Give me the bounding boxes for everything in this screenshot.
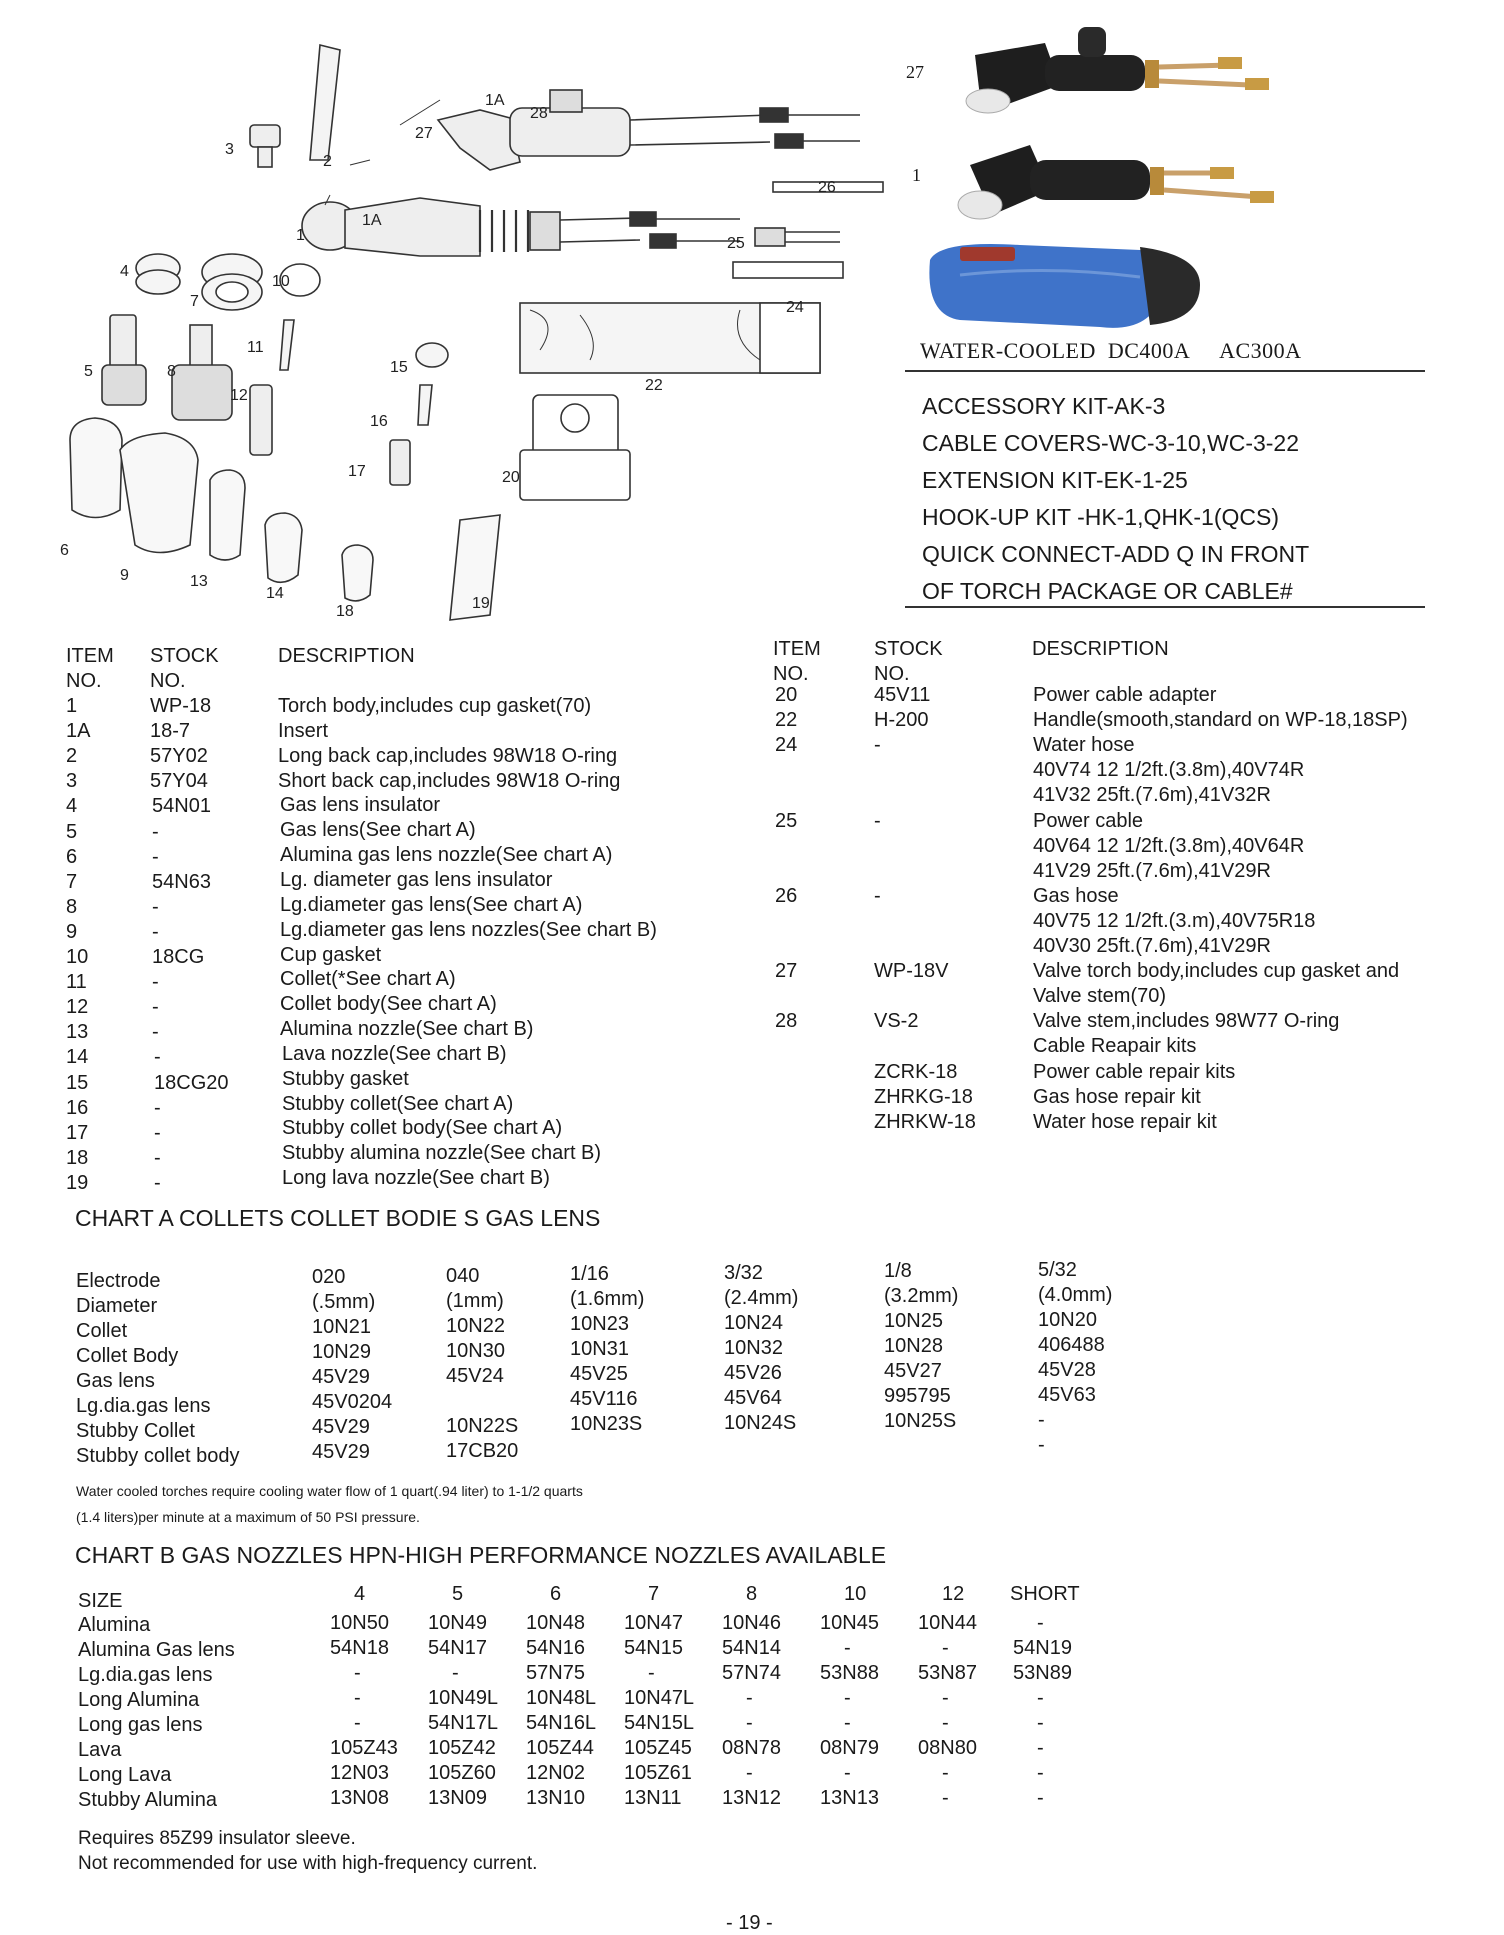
chart-b-cell: 54N14 — [722, 1637, 781, 1659]
diagram-callout: 11 — [247, 339, 264, 356]
chart-b-size: 5 — [452, 1583, 464, 1605]
chart-a-cell: 45V27 — [884, 1360, 942, 1382]
stock-number: - — [874, 809, 881, 832]
chart-a-cell: (3.2mm) — [884, 1285, 959, 1307]
part-description: 40V64 12 1/2ft.(3.8m),40V64R — [1033, 834, 1305, 857]
chart-b-cell: - — [746, 1762, 753, 1784]
part-description: Insert — [278, 719, 329, 742]
photo-callout: 27 — [906, 62, 924, 82]
chart-b-cell: 105Z45 — [624, 1737, 692, 1759]
stock-number: 18CG — [152, 946, 205, 968]
chart-b-cell: 54N17L — [428, 1712, 499, 1734]
column-header: NO. — [874, 663, 910, 685]
column-header: DESCRIPTION — [278, 645, 415, 667]
divider — [905, 370, 1425, 372]
chart-a-cell: (.5mm) — [312, 1291, 376, 1313]
item-number: 20 — [775, 684, 798, 706]
chart-b-cell: - — [1037, 1612, 1044, 1634]
part-description: Long lava nozzle(See chart B) — [282, 1167, 550, 1190]
chart-a-cell: 995795 — [884, 1385, 951, 1407]
part-description: Short back cap,includes 98W18 O-ring — [278, 769, 621, 792]
item-number: 12 — [66, 996, 89, 1019]
chart-b-cell: 08N80 — [918, 1737, 977, 1759]
part-description: Lg.diameter gas lens(See chart A) — [280, 893, 583, 916]
chart-b-size: 12 — [942, 1583, 965, 1605]
stock-number: H-200 — [874, 709, 929, 732]
item-number: 25 — [775, 809, 798, 832]
item-number: 16 — [66, 1096, 89, 1119]
chart-b-cell: 10N44 — [918, 1612, 977, 1634]
item-number: 19 — [66, 1171, 89, 1194]
chart-b-cell: 13N13 — [820, 1787, 879, 1809]
column-header: ITEM — [773, 638, 821, 660]
chart-b-size: 7 — [648, 1583, 660, 1605]
part-description: Valve stem(70) — [1033, 985, 1167, 1008]
stock-number: - — [152, 920, 159, 943]
chart-a-row-label: Collet — [76, 1320, 128, 1342]
chart-b-row-label: Long Lava — [78, 1764, 172, 1786]
stock-number: ZCRK-18 — [874, 1060, 958, 1083]
dc-rating: DC400A — [1107, 338, 1191, 363]
diagram-callout: 7 — [190, 293, 199, 310]
stock-number: - — [152, 1021, 159, 1044]
diagram-callout: 4 — [120, 263, 129, 280]
size-label: SIZE — [78, 1590, 123, 1612]
diagram-callout: 26 — [818, 179, 836, 196]
chart-a-row-label: Gas lens — [76, 1370, 155, 1392]
chart-b-row-label: Alumina Gas lens — [78, 1639, 235, 1661]
diagram-callout: 8 — [167, 363, 176, 380]
chart-b-cell: 08N79 — [820, 1737, 879, 1759]
chart-b-size: 8 — [746, 1583, 758, 1605]
chart-a-cell: 10N30 — [446, 1339, 505, 1362]
stock-number: - — [154, 1146, 161, 1169]
chart-b-cell: - — [844, 1762, 851, 1784]
diagram-callout: 19 — [472, 595, 490, 612]
chart-a-cell: 3/32 — [724, 1261, 763, 1284]
item-number: 11 — [66, 971, 87, 994]
diagram-callout: 12 — [230, 387, 248, 404]
chart-a-row-label: Stubby Collet — [76, 1420, 195, 1442]
chart-b-cell: - — [844, 1712, 851, 1734]
item-number: 14 — [66, 1046, 89, 1069]
part-description: 40V30 25ft.(7.6m),41V29R — [1033, 935, 1271, 957]
cooling-note: Water cooled torches require cooling water flow of 1 quart(.94 liter) to 1-1/2 quarts — [76, 1483, 583, 1499]
chart-b-size: 6 — [550, 1583, 562, 1605]
chart-a-cell: 10N25S — [884, 1410, 957, 1432]
part-description: 40V75 12 1/2ft.(3.m),40V75R18 — [1033, 909, 1316, 932]
chart-b-cell: 12N02 — [526, 1762, 585, 1784]
chart-b-cell: 10N47 — [624, 1612, 683, 1634]
page-number: - 19 - — [726, 1912, 773, 1934]
chart-b-row-label: Long Alumina — [78, 1689, 200, 1711]
chart-b-cell: 57N75 — [526, 1662, 585, 1684]
item-number: 4 — [66, 795, 78, 818]
chart-b-cell: 12N03 — [330, 1762, 389, 1784]
item-number: 15 — [66, 1071, 89, 1094]
column-header: NO. — [150, 670, 186, 692]
stock-number: 18CG20 — [154, 1071, 229, 1094]
chart-b-cell: - — [844, 1637, 851, 1659]
part-description: Stubby alumina nozzle(See chart B) — [282, 1142, 602, 1165]
divider — [905, 606, 1425, 608]
chart-b-cell: - — [942, 1787, 949, 1809]
column-header: STOCK — [874, 638, 943, 660]
chart-a-title: CHART A COLLETS COLLET BODIE S GAS LENS — [75, 1205, 601, 1231]
chart-b-cell: 10N46 — [722, 1612, 781, 1634]
item-number: 24 — [775, 734, 798, 757]
chart-a-cell: 10N32 — [724, 1336, 783, 1359]
stock-number: 18-7 — [150, 720, 191, 743]
diagram-callout: 1A — [362, 212, 382, 229]
chart-b-size: SHORT — [1010, 1583, 1080, 1605]
part-description: Lg.diameter gas lens nozzles(See chart B) — [280, 918, 657, 941]
kit-line: HOOK-UP KIT -HK-1,QHK-1(QCS) — [922, 504, 1279, 530]
chart-b-cell: - — [942, 1637, 949, 1659]
item-number: 6 — [66, 845, 78, 868]
kit-line: QUICK CONNECT-ADD Q IN FRONT — [922, 541, 1310, 567]
chart-b-cell: - — [1037, 1762, 1044, 1784]
chart-b-row-label: Lava — [78, 1739, 122, 1761]
chart-b-cell: 54N15 — [624, 1637, 683, 1659]
chart-b-cell: 10N47L — [624, 1687, 695, 1709]
part-description: Stubby gasket — [282, 1067, 409, 1090]
chart-b-cell: 10N50 — [330, 1612, 389, 1634]
chart-b-cell: 105Z42 — [428, 1737, 496, 1759]
chart-b-cell: 54N15L — [624, 1712, 695, 1734]
part-description: Gas lens(See chart A) — [280, 819, 476, 842]
part-description: 41V32 25ft.(7.6m),41V32R — [1033, 784, 1271, 807]
item-number: 1 — [66, 695, 78, 717]
chart-a-cell: 45V28 — [1038, 1358, 1096, 1381]
chart-b-cell: - — [942, 1762, 949, 1784]
stock-number: 45V11 — [874, 684, 931, 706]
chart-a-cell: 10N24S — [724, 1411, 797, 1434]
part-description: Water hose repair kit — [1033, 1110, 1217, 1133]
photo-callout: 1 — [912, 165, 921, 185]
diagram-callout: 18 — [336, 603, 354, 620]
item-number: 18 — [66, 1146, 89, 1169]
chart-b-size: 4 — [354, 1583, 366, 1605]
part-description: Handle(smooth,standard on WP-18,18SP) — [1033, 709, 1408, 732]
stock-number: - — [874, 884, 881, 907]
chart-a-row-label: Diameter — [76, 1295, 158, 1317]
item-number: 8 — [66, 895, 78, 918]
stock-number: VS-2 — [874, 1010, 919, 1033]
column-header: NO. — [773, 663, 809, 685]
diagram-callout: 25 — [727, 235, 745, 252]
part-description: Valve torch body,includes cup gasket and — [1033, 960, 1400, 983]
chart-b-cell: 53N89 — [1013, 1662, 1072, 1684]
chart-a-cell: 10N31 — [570, 1338, 629, 1360]
item-number: 22 — [775, 709, 798, 732]
part-description: Gas lens insulator — [280, 794, 441, 817]
chart-a-cell: 020 — [312, 1266, 346, 1288]
stock-number: WP-18 — [150, 695, 212, 717]
chart-a-cell: 45V63 — [1038, 1383, 1096, 1406]
chart-a-cell: 10N21 — [312, 1316, 371, 1338]
chart-b-cell: - — [746, 1712, 753, 1734]
chart-b-cell: - — [1037, 1787, 1044, 1809]
chart-b-cell: 53N87 — [918, 1662, 977, 1684]
footnote: Not recommended for use with high-frequency current. — [78, 1853, 538, 1874]
stock-number: - — [152, 845, 159, 868]
chart-a-cell: 45V26 — [724, 1361, 782, 1384]
diagram-callout: 13 — [190, 573, 208, 590]
chart-a-cell: 45V29 — [312, 1441, 370, 1463]
chart-b-cell: 57N74 — [722, 1662, 781, 1684]
chart-b-cell: - — [354, 1662, 361, 1684]
stock-number: - — [152, 895, 159, 918]
chart-b-title: CHART B GAS NOZZLES HPN-HIGH PERFORMANCE NOZZLES AVAILABLE — [75, 1542, 887, 1568]
chart-a-cell: 45V24 — [446, 1364, 504, 1387]
cooling-note: (1.4 liters)per minute at a maximum of 50 PSI pressure. — [76, 1509, 420, 1525]
stock-number: - — [154, 1096, 161, 1119]
chart-a-cell: 10N28 — [884, 1335, 943, 1357]
stock-number: ZHRKG-18 — [874, 1085, 973, 1108]
part-description: Gas hose — [1033, 884, 1119, 907]
diagram-callout: 22 — [645, 377, 663, 394]
item-number: 9 — [66, 920, 78, 943]
chart-a-cell: 45V29 — [312, 1416, 370, 1438]
column-header: DESCRIPTION — [1032, 638, 1169, 660]
part-description: Collet body(See chart A) — [280, 993, 497, 1016]
torch-photos — [900, 15, 1460, 355]
chart-a-cell: 040 — [446, 1264, 480, 1287]
part-description: Alumina nozzle(See chart B) — [280, 1018, 534, 1041]
diagram-callout: 10 — [272, 273, 290, 290]
stock-number: - — [154, 1046, 161, 1069]
chart-a-cell: 10N22S — [446, 1414, 519, 1437]
chart-b-cell: 13N11 — [624, 1787, 682, 1809]
chart-b-cell: 54N19 — [1013, 1637, 1072, 1659]
chart-b-cell: 08N78 — [722, 1737, 781, 1759]
chart-b-cell: 13N12 — [722, 1787, 781, 1809]
chart-a-cell: - — [1038, 1433, 1045, 1456]
column-header: ITEM — [66, 645, 114, 667]
chart-a-cell: 10N22 — [446, 1314, 505, 1337]
chart-b-cell: 54N18 — [330, 1637, 389, 1659]
stock-number: 54N63 — [152, 870, 211, 893]
item-number: 2 — [66, 745, 78, 768]
chart-a-cell: 45V116 — [570, 1388, 638, 1410]
diagram-callout: 28 — [530, 105, 548, 122]
chart-b-cell: - — [354, 1687, 361, 1709]
diagram-callout: 15 — [390, 359, 408, 376]
chart-b-cell: 10N49L — [428, 1687, 499, 1709]
chart-a-cell: 45V64 — [724, 1386, 782, 1409]
water-cooled-title — [920, 338, 1302, 364]
chart-a-cell: 45V25 — [570, 1363, 628, 1385]
chart-b-cell: 105Z44 — [526, 1737, 594, 1759]
chart-a-cell: 10N23 — [570, 1313, 629, 1335]
part-description: Cup gasket — [280, 943, 382, 966]
diagram-callout: 6 — [60, 542, 69, 559]
chart-b-cell: 10N49 — [428, 1612, 487, 1634]
chart-a-cell: (1.6mm) — [570, 1288, 645, 1310]
part-description: Power cable repair kits — [1033, 1060, 1236, 1083]
part-description: Lg. diameter gas lens insulator — [280, 868, 553, 891]
chart-b-cell: - — [1037, 1712, 1044, 1734]
stock-number: WP-18V — [874, 960, 949, 983]
stock-number: 57Y02 — [150, 745, 208, 768]
chart-a-cell: (1mm) — [446, 1289, 504, 1312]
stock-number: 54N01 — [152, 795, 211, 818]
chart-b-cell: - — [942, 1712, 949, 1734]
diagram-callout: 1 — [296, 227, 305, 244]
item-number: 27 — [775, 960, 798, 983]
diagram-callout: 3 — [225, 141, 234, 158]
stock-number: - — [154, 1121, 161, 1144]
diagram-callout: 27 — [415, 125, 433, 142]
chart-a-cell: 10N20 — [1038, 1308, 1097, 1331]
stock-number: - — [152, 996, 159, 1019]
chart-b-cell: 54N16L — [526, 1712, 597, 1734]
stock-number: - — [874, 734, 881, 757]
chart-b-cell: - — [1037, 1687, 1044, 1709]
item-number: 26 — [775, 884, 798, 907]
chart-b-row-label: Long gas lens — [78, 1714, 203, 1736]
part-description: Power cable adapter — [1033, 684, 1217, 706]
chart-b-cell: 10N45 — [820, 1612, 879, 1634]
diagram-callout: 2 — [323, 153, 332, 170]
part-description: Long back cap,includes 98W18 O-ring — [278, 744, 618, 767]
chart-b-cell: 105Z43 — [330, 1737, 398, 1759]
chart-b-cell: 10N48L — [526, 1687, 597, 1709]
column-header: STOCK — [150, 645, 219, 667]
chart-a-cell: 10N23S — [570, 1413, 643, 1435]
ac-rating: AC300A — [1219, 338, 1302, 363]
kit-line: OF TORCH PACKAGE OR CABLE# — [922, 578, 1293, 604]
diagram-callout: 24 — [786, 299, 804, 316]
column-header: NO. — [66, 670, 102, 692]
chart-b-cell: - — [844, 1687, 851, 1709]
part-description: Gas hose repair kit — [1033, 1085, 1201, 1108]
chart-b-cell: - — [354, 1712, 361, 1734]
stock-number: 57Y04 — [150, 770, 208, 793]
item-number: 7 — [66, 870, 78, 893]
chart-b-cell: - — [942, 1687, 949, 1709]
chart-a-cell: 45V0204 — [312, 1391, 393, 1413]
stock-number: - — [154, 1171, 161, 1194]
diagram-callout: 17 — [348, 463, 366, 480]
chart-a-cell: 1/8 — [884, 1260, 912, 1282]
diagram-callout: 20 — [502, 469, 520, 486]
item-number: 28 — [775, 1010, 798, 1033]
chart-b-row-label: Alumina — [78, 1614, 151, 1636]
kit-line: ACCESSORY KIT-AK-3 — [922, 393, 1166, 419]
part-description: Stubby collet(See chart A) — [282, 1092, 514, 1115]
footnote: Requires 85Z99 insulator sleeve. — [78, 1828, 356, 1849]
chart-b-cell: 10N48 — [526, 1612, 585, 1634]
part-description: Lava nozzle(See chart B) — [282, 1042, 507, 1065]
diagram-callout: 5 — [84, 363, 93, 380]
chart-a-cell: (4.0mm) — [1038, 1283, 1113, 1306]
diagram-callout: 9 — [120, 567, 129, 584]
water-cooled-label: WATER-COOLED — [920, 338, 1096, 363]
chart-b-cell: 53N88 — [820, 1662, 879, 1684]
part-description: Water hose — [1033, 734, 1135, 757]
chart-a-cell: 10N29 — [312, 1341, 371, 1363]
chart-a-cell: 10N24 — [724, 1311, 783, 1334]
item-number: 3 — [66, 770, 78, 793]
part-description: Cable Reapair kits — [1033, 1035, 1197, 1058]
chart-b-cell: 105Z61 — [624, 1762, 692, 1784]
diagram-callout: 14 — [266, 585, 284, 602]
chart-b-row-label: Stubby Alumina — [78, 1789, 217, 1811]
kit-line: CABLE COVERS-WC-3-10,WC-3-22 — [922, 430, 1300, 456]
item-number: 1A — [66, 720, 91, 743]
diagram-callout: 16 — [370, 413, 388, 430]
part-description: Alumina gas lens nozzle(See chart A) — [280, 844, 613, 867]
part-description: Valve stem,includes 98W77 O-ring — [1033, 1010, 1340, 1033]
chart-a-cell: 17CB20 — [446, 1439, 519, 1462]
exploded-parts-diagram — [40, 20, 900, 630]
chart-a-row-label: Electrode — [76, 1270, 161, 1292]
part-description: 41V29 25ft.(7.6m),41V29R — [1033, 859, 1271, 882]
part-description: Power cable — [1033, 809, 1144, 832]
item-number: 5 — [66, 820, 78, 843]
stock-number: ZHRKW-18 — [874, 1110, 976, 1133]
torch-body-photo — [958, 145, 1274, 219]
blue-handle-photo — [929, 244, 1200, 328]
part-description: Stubby collet body(See chart A) — [282, 1117, 563, 1140]
stock-number: - — [152, 820, 159, 843]
chart-b-cell: 54N17 — [428, 1637, 487, 1659]
chart-a-cell: 406488 — [1038, 1333, 1105, 1356]
diagram-callout: 1A — [485, 92, 505, 109]
chart-b-cell: - — [746, 1687, 753, 1709]
chart-b-cell: 13N09 — [428, 1787, 487, 1809]
part-description: 40V74 12 1/2ft.(3.8m),40V74R — [1033, 759, 1305, 782]
chart-a-row-label: Lg.dia.gas lens — [76, 1395, 211, 1417]
valve-torch-photo — [966, 27, 1269, 113]
chart-b-cell: 13N10 — [526, 1787, 585, 1809]
chart-a-row-label: Collet Body — [76, 1345, 179, 1367]
item-number: 13 — [66, 1021, 89, 1044]
chart-b-row-label: Lg.dia.gas lens — [78, 1664, 213, 1686]
chart-b-cell: 13N08 — [330, 1787, 389, 1809]
chart-b-cell: - — [452, 1662, 459, 1684]
chart-b-cell: - — [648, 1662, 655, 1684]
kit-line: EXTENSION KIT-EK-1-25 — [922, 467, 1188, 493]
chart-a-cell: (2.4mm) — [724, 1286, 799, 1309]
item-number: 17 — [66, 1121, 89, 1144]
chart-b-cell: 54N16 — [526, 1637, 585, 1659]
item-number: 10 — [66, 946, 89, 968]
chart-a-cell: - — [1038, 1408, 1045, 1431]
chart-a-cell: 1/16 — [570, 1263, 609, 1285]
part-description: Collet(*See chart A) — [280, 968, 456, 991]
chart-a-cell: 45V29 — [312, 1366, 370, 1388]
chart-b-size: 10 — [844, 1583, 867, 1605]
chart-a-cell: 10N25 — [884, 1310, 943, 1332]
stock-number: - — [152, 971, 159, 994]
chart-b-cell: - — [1037, 1737, 1044, 1759]
chart-b-cell: 105Z60 — [428, 1762, 496, 1784]
chart-a-row-label: Stubby collet body — [76, 1445, 240, 1467]
chart-a-cell: 5/32 — [1038, 1258, 1077, 1281]
kits-list — [922, 388, 1309, 610]
part-description: Torch body,includes cup gasket(70) — [278, 695, 592, 717]
